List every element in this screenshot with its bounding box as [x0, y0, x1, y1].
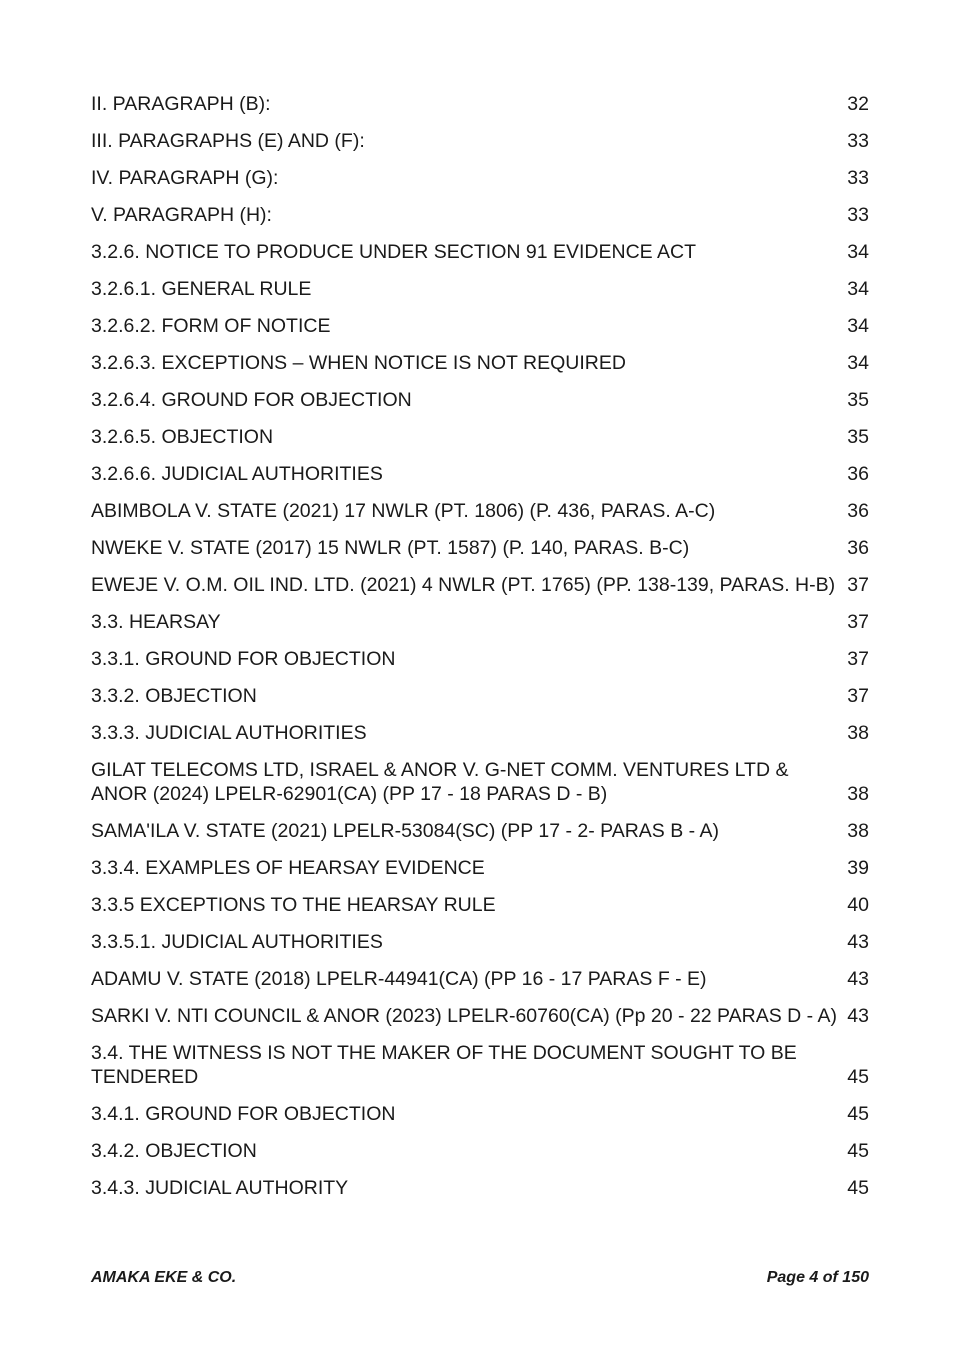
- toc-entry-title: 3.3.4. EXAMPLES OF HEARSAY EVIDENCE: [91, 856, 485, 879]
- toc-entry[interactable]: [91, 386, 869, 423]
- toc-entry-page: 45: [847, 1102, 869, 1125]
- toc-entry-page: 43: [847, 967, 869, 990]
- toc-entry-page: 43: [847, 930, 869, 953]
- toc-entry-page: 34: [847, 314, 869, 337]
- toc-entry[interactable]: [91, 756, 869, 817]
- toc-entry-page: 36: [847, 462, 869, 485]
- toc-entry-page: 32: [847, 92, 869, 115]
- toc-entry[interactable]: [91, 312, 869, 349]
- toc-entry-title: 3.3.3. JUDICIAL AUTHORITIES: [91, 721, 367, 744]
- toc-entry-page: 45: [847, 1065, 869, 1088]
- toc-entry[interactable]: [91, 891, 869, 928]
- toc-entry-page: 35: [847, 388, 869, 411]
- toc-entry-page: 38: [847, 819, 869, 842]
- toc-entry-page: 33: [847, 203, 869, 226]
- toc-entry-page: 34: [847, 240, 869, 263]
- toc-entry-title: 3.3. HEARSAY: [91, 610, 221, 633]
- toc-entry-title: 3.3.5 EXCEPTIONS TO THE HEARSAY RULE: [91, 893, 496, 916]
- toc-entry-page: 33: [847, 129, 869, 152]
- toc-entry[interactable]: [91, 1039, 869, 1100]
- toc-entry-page: 37: [847, 573, 869, 596]
- toc-entry-title: 3.2.6.5. OBJECTION: [91, 425, 274, 448]
- toc-entry-title: 3.4.3. JUDICIAL AUTHORITY: [91, 1176, 349, 1199]
- toc-entry[interactable]: [91, 719, 869, 756]
- toc-entry-page: 45: [847, 1139, 869, 1162]
- toc-entry-title: ABIMBOLA V. STATE (2021) 17 NWLR (PT. 1806) (P. 436, PARAS. A-C): [91, 499, 716, 522]
- toc-entry-page: 43: [847, 1004, 869, 1027]
- toc-entry-title: 3.4. THE WITNESS IS NOT THE MAKER OF THE DOCUMENT SOUGHT TO BE TENDERED: [91, 1041, 797, 1088]
- toc-entry-title: 3.3.2. OBJECTION: [91, 684, 257, 707]
- toc-entry-title: EWEJE V. O.M. OIL IND. LTD. (2021) 4 NWLR (PT. 1765) (PP. 138-139, PARAS. H-B): [91, 573, 836, 596]
- toc-entry[interactable]: [91, 1174, 869, 1211]
- table-of-contents: [91, 90, 869, 1211]
- toc-entry[interactable]: [91, 645, 869, 682]
- toc-entry[interactable]: [91, 1002, 869, 1039]
- toc-entry[interactable]: [91, 534, 869, 571]
- toc-entry-title: 3.2.6.1. GENERAL RULE: [91, 277, 312, 300]
- toc-entry-title: IV. PARAGRAPH (G):: [91, 166, 279, 189]
- footer-firm-name: AMAKA EKE & CO.: [91, 1269, 237, 1286]
- toc-entry[interactable]: [91, 164, 869, 201]
- toc-entry[interactable]: [91, 349, 869, 386]
- toc-entry[interactable]: [91, 201, 869, 238]
- toc-entry[interactable]: [91, 275, 869, 312]
- toc-entry-page: 40: [847, 893, 869, 916]
- toc-entry-title: NWEKE V. STATE (2017) 15 NWLR (PT. 1587) (P. 140, PARAS. B-C): [91, 536, 690, 559]
- toc-entry-title: III. PARAGRAPHS (E) AND (F):: [91, 129, 365, 152]
- toc-entry[interactable]: [91, 682, 869, 719]
- toc-entry-page: 37: [847, 647, 869, 670]
- footer-page-number: Page 4 of 150: [766, 1269, 869, 1286]
- toc-entry-title: V. PARAGRAPH (H):: [91, 203, 272, 226]
- toc-entry-title: 3.2.6.6. JUDICIAL AUTHORITIES: [91, 462, 383, 485]
- toc-entry[interactable]: [91, 571, 869, 608]
- toc-entry[interactable]: [91, 928, 869, 965]
- toc-entry-page: 34: [847, 351, 869, 374]
- toc-entry-page: 36: [847, 499, 869, 522]
- toc-entry-page: 35: [847, 425, 869, 448]
- toc-entry-title: 3.2.6.3. EXCEPTIONS – WHEN NOTICE IS NOT REQUIRED: [91, 351, 626, 374]
- toc-entry-title: ADAMU V. STATE (2018) LPELR-44941(CA) (PP 16 - 17 PARAS F - E): [91, 967, 707, 990]
- toc-entry[interactable]: [91, 817, 869, 854]
- toc-entry[interactable]: [91, 854, 869, 891]
- toc-entry[interactable]: [91, 127, 869, 164]
- toc-entry-title: 3.4.1. GROUND FOR OBJECTION: [91, 1102, 396, 1125]
- toc-entry[interactable]: [91, 965, 869, 1002]
- toc-entry-title: 3.2.6. NOTICE TO PRODUCE UNDER SECTION 91 EVIDENCE ACT: [91, 240, 696, 263]
- toc-entry-page: 45: [847, 1176, 869, 1199]
- page-footer: [91, 1269, 869, 1287]
- toc-entry-page: 37: [847, 610, 869, 633]
- toc-entry-title: 3.3.1. GROUND FOR OBJECTION: [91, 647, 396, 670]
- toc-entry-title: SARKI V. NTI COUNCIL & ANOR (2023) LPELR-60760(CA) (Pp 20 - 22 PARAS D - A): [91, 1004, 837, 1027]
- toc-entry-page: 38: [847, 782, 869, 805]
- toc-entry-title: 3.3.5.1. JUDICIAL AUTHORITIES: [91, 930, 383, 953]
- toc-entry[interactable]: [91, 1137, 869, 1174]
- toc-entry[interactable]: [91, 90, 869, 127]
- toc-entry-title: II. PARAGRAPH (B):: [91, 92, 271, 115]
- toc-entry-title: 3.2.6.4. GROUND FOR OBJECTION: [91, 388, 412, 411]
- toc-entry[interactable]: [91, 608, 869, 645]
- toc-entry-page: 37: [847, 684, 869, 707]
- toc-entry-page: 39: [847, 856, 869, 879]
- toc-entry-title: 3.4.2. OBJECTION: [91, 1139, 257, 1162]
- toc-entry-page: 33: [847, 166, 869, 189]
- toc-entry-title: GILAT TELECOMS LTD, ISRAEL & ANOR V. G-NET COMM. VENTURES LTD & ANOR (2024) LPELR-62901(CA) (PP 17 - 18 PARAS D - B): [91, 758, 789, 805]
- toc-entry[interactable]: [91, 423, 869, 460]
- toc-entry[interactable]: [91, 1100, 869, 1137]
- toc-entry[interactable]: [91, 460, 869, 497]
- toc-entry[interactable]: [91, 238, 869, 275]
- toc-entry-page: 34: [847, 277, 869, 300]
- toc-entry-page: 36: [847, 536, 869, 559]
- toc-entry-title: SAMA'ILA V. STATE (2021) LPELR-53084(SC) (PP 17 - 2- PARAS B - A): [91, 819, 719, 842]
- toc-entry[interactable]: [91, 497, 869, 534]
- toc-entry-title: 3.2.6.2. FORM OF NOTICE: [91, 314, 331, 337]
- toc-entry-page: 38: [847, 721, 869, 744]
